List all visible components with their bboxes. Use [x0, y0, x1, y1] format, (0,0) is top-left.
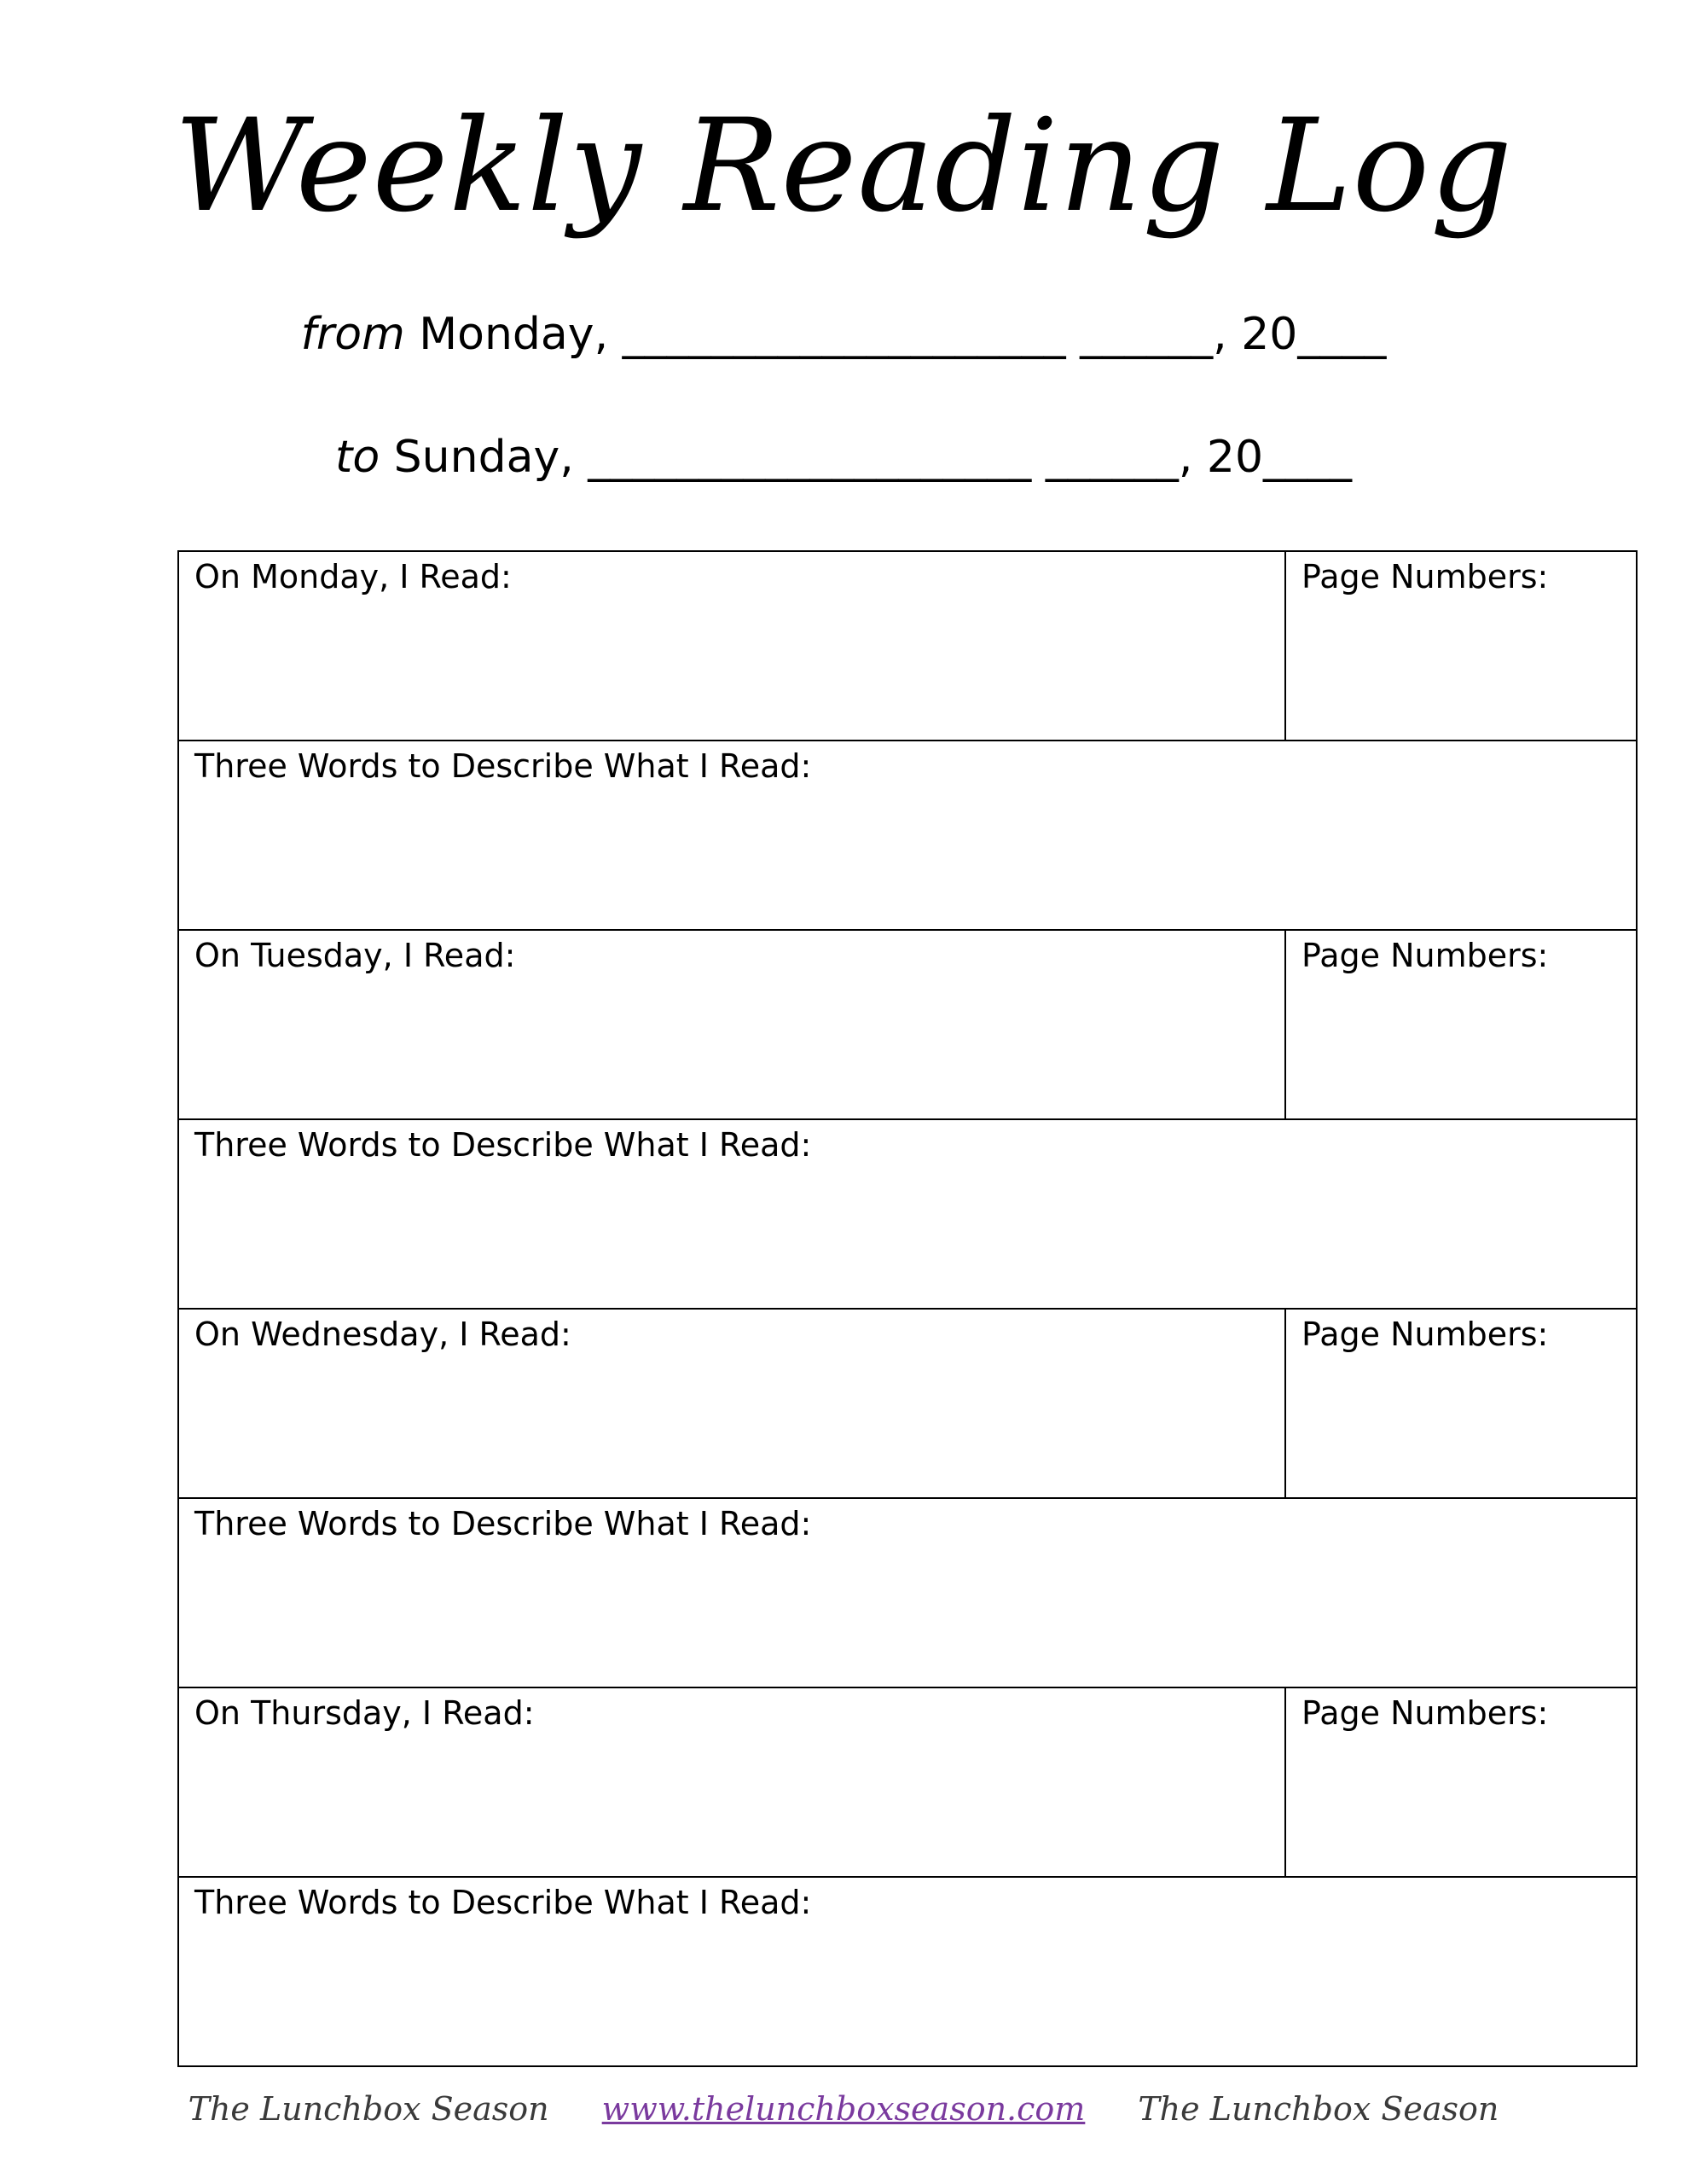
tuesday-describe-cell[interactable]	[179, 1120, 1638, 1308]
monday-pages-label: Page Numbers:	[1301, 558, 1549, 595]
tuesday-read-label: On Tuesday, I Read:	[194, 937, 516, 974]
monday-read-label: On Monday, I Read:	[194, 558, 512, 595]
to-word: to	[334, 432, 380, 483]
from-word: from	[300, 309, 405, 360]
tuesday-pages-label: Page Numbers:	[1301, 937, 1549, 974]
wednesday-pages-label: Page Numbers:	[1301, 1316, 1549, 1353]
thursday-describe-row	[179, 1878, 1638, 2067]
page-title: Weekly Reading Log	[173, 92, 1514, 241]
footer-brand-left: The Lunchbox Season	[188, 2090, 549, 2128]
monday-read-row	[179, 552, 1638, 741]
wednesday-describe-cell[interactable]	[179, 1499, 1638, 1687]
wednesday-read-cell[interactable]	[179, 1310, 1286, 1497]
thursday-read-row	[179, 1688, 1638, 1878]
footer-website-link[interactable]: www.thelunchboxseason.com	[601, 2090, 1086, 2128]
monday-read-cell[interactable]	[179, 552, 1286, 740]
monday-describe-label: Three Words to Describe What I Read:	[194, 747, 812, 785]
thursday-pages-cell[interactable]	[1286, 1688, 1638, 1876]
tuesday-describe-row	[179, 1120, 1638, 1310]
thursday-pages-label: Page Numbers:	[1301, 1694, 1549, 1732]
tuesday-read-cell[interactable]	[179, 931, 1286, 1118]
wednesday-pages-cell[interactable]	[1286, 1310, 1638, 1497]
from-date-blanks: Monday, ____________________ ______, 20____	[404, 309, 1387, 360]
thursday-describe-cell[interactable]	[179, 1878, 1638, 2065]
tuesday-read-row	[179, 931, 1638, 1120]
monday-describe-cell[interactable]	[179, 741, 1638, 929]
wednesday-describe-label: Three Words to Describe What I Read:	[194, 1505, 812, 1542]
thursday-read-label: On Thursday, I Read:	[194, 1694, 535, 1732]
monday-pages-cell[interactable]	[1286, 552, 1638, 740]
page-footer	[0, 2090, 1687, 2128]
footer-brand-right: The Lunchbox Season	[1138, 2090, 1499, 2128]
monday-describe-row	[179, 741, 1638, 931]
tuesday-describe-label: Three Words to Describe What I Read:	[194, 1126, 812, 1164]
thursday-describe-label: Three Words to Describe What I Read:	[194, 1884, 812, 1921]
from-date-line	[0, 309, 1687, 360]
wednesday-read-row	[179, 1310, 1638, 1499]
thursday-read-cell[interactable]	[179, 1688, 1286, 1876]
reading-log-table	[177, 550, 1638, 2067]
wednesday-read-label: On Wednesday, I Read:	[194, 1316, 571, 1353]
to-date-line	[0, 432, 1687, 483]
to-date-blanks: Sunday, ____________________ ______, 20____	[380, 432, 1353, 483]
wednesday-describe-row	[179, 1499, 1638, 1688]
tuesday-pages-cell[interactable]	[1286, 931, 1638, 1118]
